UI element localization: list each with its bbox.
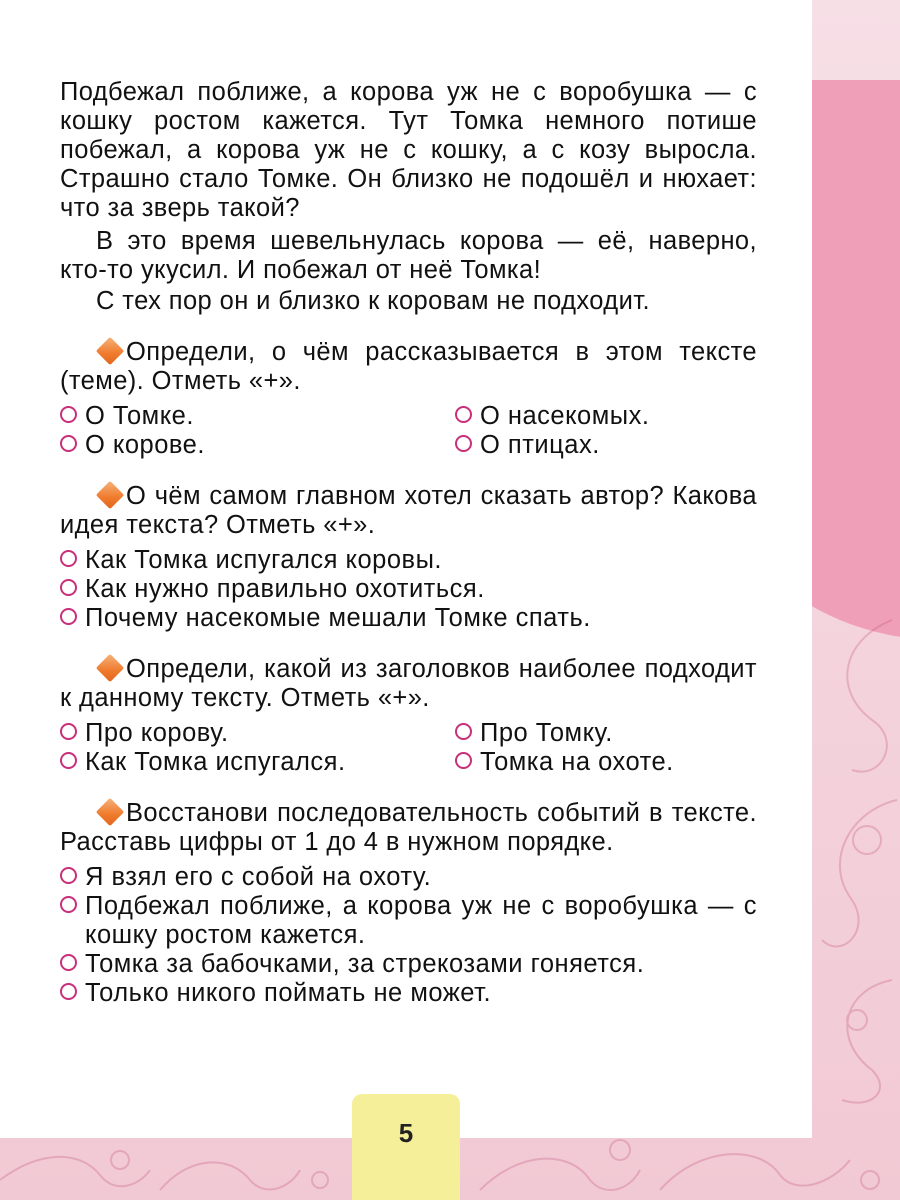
option[interactable] — [60, 950, 757, 979]
option[interactable] — [455, 748, 757, 777]
answer-circle-icon[interactable] — [60, 723, 77, 740]
diamond-bullet-icon — [96, 481, 124, 509]
answer-circle-icon[interactable] — [60, 896, 77, 913]
option-label: Про корову. — [85, 719, 229, 747]
answer-circle-icon[interactable] — [60, 867, 77, 884]
option[interactable] — [60, 863, 757, 892]
option-label: Томка на охоте. — [480, 748, 674, 776]
option-label: О птицах. — [480, 431, 600, 459]
option-label: Томка за бабочками, за стрекозами гоняется. — [85, 950, 645, 978]
ornament-right-icon — [812, 600, 900, 1120]
option-label: Про Томку. — [480, 719, 613, 747]
answer-circle-icon[interactable] — [60, 954, 77, 971]
option-label: Как нужно правильно охотиться. — [85, 575, 485, 603]
answer-circle-icon[interactable] — [60, 579, 77, 596]
diamond-bullet-icon — [96, 798, 124, 826]
task-3-question — [60, 655, 757, 713]
task-1-options — [60, 402, 757, 460]
task-2 — [60, 482, 757, 633]
task-2-options — [60, 546, 757, 633]
option[interactable] — [455, 402, 757, 431]
option-label: О насекомых. — [480, 402, 650, 430]
option-label: Я взял его с собой на охоту. — [85, 863, 432, 891]
answer-circle-icon[interactable] — [60, 435, 77, 452]
option[interactable] — [455, 719, 757, 748]
option[interactable] — [455, 431, 757, 460]
task-4-options — [60, 863, 757, 1008]
option[interactable] — [60, 892, 757, 950]
task-1 — [60, 338, 757, 460]
answer-circle-icon[interactable] — [60, 550, 77, 567]
answer-circle-icon[interactable] — [455, 406, 472, 423]
page-content — [60, 78, 757, 1008]
page-number-tab — [352, 1094, 460, 1200]
answer-circle-icon[interactable] — [60, 608, 77, 625]
answer-circle-icon[interactable] — [60, 406, 77, 423]
task-2-question-text: О чём самом главном хотел сказать автор? Какова идея текста? Отметь «+». — [60, 482, 757, 539]
option-label: О корове. — [85, 431, 205, 459]
task-4 — [60, 799, 757, 1008]
option[interactable] — [60, 575, 757, 604]
answer-circle-icon[interactable] — [455, 752, 472, 769]
task-1-question — [60, 338, 757, 396]
task-4-question-text: Восстанови последовательность событий в тексте. Расставь цифры от 1 до 4 в нужном порядке. — [60, 799, 757, 856]
option[interactable] — [60, 748, 455, 777]
ornament-bottom-left-icon — [0, 1140, 350, 1200]
story-paragraph-1: Подбежал поближе, а корова уж не с воробушка — с кошку ростом кажется. Тут Томка немного потише побежал, а корова уж не с кошку, а с козу выросла. Страшно стало Томке. Он близко не подошёл и нюхает: что за зверь такой? — [60, 78, 757, 222]
option[interactable] — [60, 546, 757, 575]
option-label: Почему насекомые мешали Томке спать. — [85, 604, 591, 632]
task-3-question-text: Определи, какой из заголовков наиболее подходит к данному тексту. Отметь «+». — [60, 655, 757, 712]
diamond-bullet-icon — [96, 654, 124, 682]
option[interactable] — [60, 979, 757, 1008]
answer-circle-icon[interactable] — [455, 435, 472, 452]
option-label: О Томке. — [85, 402, 194, 430]
option[interactable] — [60, 402, 455, 431]
task-2-question — [60, 482, 757, 540]
task-4-question — [60, 799, 757, 857]
task-3 — [60, 655, 757, 777]
option[interactable] — [60, 719, 455, 748]
option-label: Как Томка испугался. — [85, 748, 346, 776]
story-paragraph-3: С тех пор он и близко к коровам не подходит. — [96, 287, 650, 315]
option[interactable] — [60, 431, 455, 460]
task-3-options — [60, 719, 757, 777]
diamond-bullet-icon — [96, 337, 124, 365]
task-1-question-text: Определи, о чём рассказывается в этом тексте (теме). Отметь «+». — [60, 338, 757, 395]
option-label: Только никого поймать не может. — [85, 979, 492, 1007]
story-paragraph-2: В это время шевельнулась корова — её, наверно, кто-то укусил. И побежал от неё Томка! — [60, 227, 757, 284]
page-number: 5 — [398, 1118, 414, 1148]
answer-circle-icon[interactable] — [60, 983, 77, 1000]
answer-circle-icon[interactable] — [60, 752, 77, 769]
option[interactable] — [60, 604, 757, 633]
answer-circle-icon[interactable] — [455, 723, 472, 740]
option-label: Как Томка испугался коровы. — [85, 546, 443, 574]
option-label: Подбежал поближе, а корова уж не с воробушка — с кошку ростом кажется. — [85, 892, 757, 949]
